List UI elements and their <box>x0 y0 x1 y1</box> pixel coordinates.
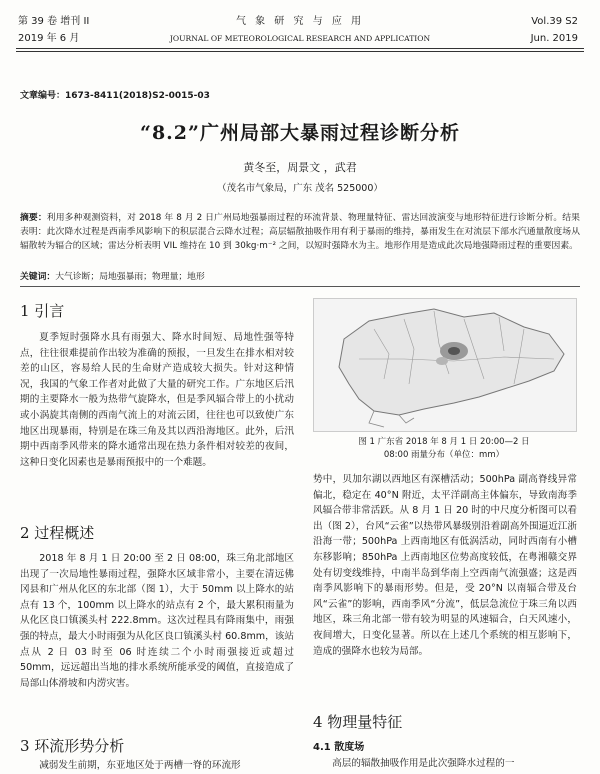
volume-issue-en: Vol.39 S2 <box>531 16 578 27</box>
section-1-heading: 1 引言 <box>20 302 65 320</box>
section-1-body <box>20 330 294 470</box>
section-3-paragraph-continued: 势中，贝加尔湖以西地区有深槽活动；500hPa 副高脊线异常偏北，稳定在 40°N 附近，太平洋副高主体偏东，导致南海季风辐合带非常活跃。从 8 月 1 日 20 时的中尺度分析图可以看出（图 2），台风“云雀”以热带风暴级别沿着副高外围逼近江浙沿海一带；500hPa 上西南地区有低涡活动，同时西南有小槽东移影响；850hPa 上西南地区位势高度较低，在粤湘赣交界处有切变线维持，中南半岛到华南上空西南气流强盛；这是西南季风影响下的暴雨形势。但是，受 20°N 以南辐合带及台风“云雀”的影响，西南季风“分流”，低层急流位于珠三角以西地区，珠三角北部一带有较为明显的风速辐合，白天风速小，夜间增大，日变化显著。所以在上述几个系统的相互影响下，造成的强降水也较为局部。 <box>313 474 577 657</box>
paper-title: “8.2”广州局部大暴雨过程诊断分析 <box>140 122 460 144</box>
section-3-continued <box>313 472 577 659</box>
section-2-heading: 2 过程概述 <box>20 524 95 542</box>
abstract <box>20 211 580 253</box>
header-rule <box>16 48 584 49</box>
section-4-paragraph: 高层的辐散抽吸作用是此次强降水过程的一 <box>332 758 515 769</box>
subsection-4-1-heading: 4.1 散度场 <box>313 742 365 753</box>
guangdong-map-icon <box>314 299 576 431</box>
keywords-text: 大气诊断；局地强暴雨；物理量；地形 <box>55 272 205 282</box>
authors: 黄冬至，周景文 ，武君 <box>243 161 357 174</box>
figure-1-caption-line1: 图 1 广东省 2018 年 8 月 1 日 20:00—2 日 <box>358 437 530 447</box>
section-1-paragraph: 夏季短时强降水具有雨强大、降水时间短、局地性强等特点，往往很难提前作出较为准确的预报，一旦发生在排水相对较差的山区，容易给人民的生命财产造成较大损失。针对这种情况，我国的气象工作者对此做了大量的研究工作。广东地区后汛期的主要降水一般为热带气旋降水，但是季风辐合带上的小扰动或小涡旋其南侧的西南气流上的对流云团，往往也可以致使广东地区出现暴雨，特别是在珠三角及其以西沿海地区。此外，后汛期中西南季风带来的降水通常出现在热力条件相对较差的夜间，这种日变化因素也是暴雨预报中的一个难题。 <box>20 332 294 468</box>
figure-1-caption <box>313 436 575 462</box>
journal-title-cn: 气 象 研 究 与 应 用 <box>235 16 365 27</box>
abstract-label: 摘要： <box>20 213 47 223</box>
volume-issue: 第 39 卷 增刊 II <box>18 16 90 27</box>
affiliation: （茂名市气象局，广东 茂名 525000） <box>217 183 383 194</box>
section-4-body <box>313 756 577 772</box>
figure-1-caption-line2: 08:00 雨量分布（单位：mm） <box>383 450 505 460</box>
keywords <box>20 269 205 282</box>
journal-title-en: JOURNAL OF METEOROLOGICAL RESEARCH AND APPLICATION <box>169 34 431 43</box>
rainfall-map-figure <box>313 298 577 432</box>
header-rule-2 <box>16 51 584 52</box>
pub-date: 2019 年 6 月 <box>18 33 80 44</box>
article-number: 文章编号：1673-8411(2018)S2-0015-03 <box>20 91 210 101</box>
section-3-body <box>20 758 294 774</box>
abstract-text: 利用多种观测资料，对 2018 年 8 月 2 日广州局地强暴雨过程的环流背景、物理量特征、雷达回波演变与地形特征进行诊断分析。结果表明：此次降水过程是西南季风影响下的积层混合云降水过程；高层辐散抽吸作用有利于暴雨的维持，暴雨发生在对流层下部水汽通量散度场从辐散转为辐合的区域；雷达分析表明 VIL 维持在 10 到 30kg·m⁻² 之间，以短时强降水为主。地形作用是造成此次局地强降雨过程的重要因素。 <box>20 213 580 251</box>
section-2-paragraph: 2018 年 8 月 1 日 20:00 至 2 日 08:00，珠三角北部地区出现了一次局地性暴雨过程，强降水区域非常小，主要在清远佛冈县和广州从化区的东北部（图 1），大于 50mm 以上降水的站点有 13 个，100mm 以上降水的站点有 2 个，最大累积雨量为从化区良口镇溪头村 222.8mm。这次过程具有降雨集中，雨强强的特点，最大小时雨强为从化区良口镇溪头村 60.8mm，该站点从 2 日 03 时至 06 时连续二个小时雨强接近或超过 50mm，远远超出当地的排水系统所能承受的阈值，直接造成了局部山体滑坡和内涝灾害。 <box>20 553 294 689</box>
section-3-heading: 3 环流形势分析 <box>20 737 125 755</box>
pub-date-en: Jun. 2019 <box>530 33 578 44</box>
section-3-paragraph: 减弱发生前期，东亚地区处于两槽一脊的环流形 <box>39 760 241 771</box>
keywords-label: 关键词： <box>20 272 56 282</box>
section-4-heading: 4 物理量特征 <box>313 713 403 731</box>
section-2-body <box>20 551 294 691</box>
abstract-rule <box>20 286 580 287</box>
